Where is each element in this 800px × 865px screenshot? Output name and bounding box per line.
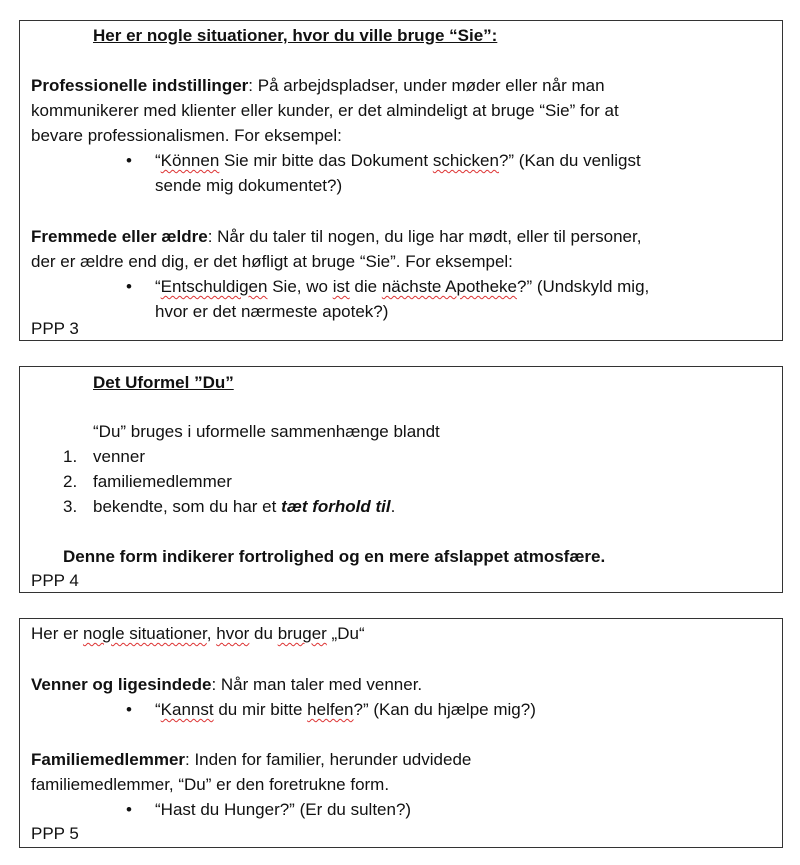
list-item: familiemedlemmer xyxy=(93,472,232,491)
family-line-2: familiemedlemmer, “Du” er den foretrukne form. xyxy=(31,775,390,794)
professional-line-3: bevare professionalismen. For eksempel: xyxy=(31,126,342,145)
family-paragraph: Familiemedlemmer: Inden for familier, herunder udvidede xyxy=(31,750,472,769)
example-4: “Hast du Hunger?” (Er du sulten?) xyxy=(155,800,412,819)
strangers-paragraph: Fremmede eller ældre: Når du taler til nogen, du lige har mødt, eller til personer, xyxy=(31,227,642,246)
box2-conclusion: Denne form indikerer fortrolighed og en mere afslappet atmosfære. xyxy=(63,547,606,566)
box2-intro: “Du” bruges i uformelle sammenhænge blandt xyxy=(93,422,440,441)
example-2: “Entschuldigen Sie, wo ist die nächste Apotheke?” (Undskyld mig, xyxy=(155,277,650,296)
bullet-icon: • xyxy=(126,800,132,819)
box3-title: Her er nogle situationer, hvor du bruger „Du“ xyxy=(31,624,365,643)
list-number: 1. xyxy=(63,447,78,466)
sie-situations-box xyxy=(19,20,783,341)
example-1-line-2: sende mig dokumentet?) xyxy=(155,176,343,195)
box2-footer: PPP 4 xyxy=(31,571,79,590)
box3-footer: PPP 5 xyxy=(31,824,79,843)
example-3: “Kannst du mir bitte helfen?” (Kan du hjælpe mig?) xyxy=(155,700,536,719)
professional-paragraph: Professionelle indstillinger: På arbejdspladser, under møder eller når man xyxy=(31,76,605,95)
list-item: bekendte, som du har et tæt forhold til. xyxy=(93,497,396,516)
du-situations-box xyxy=(19,618,783,848)
example-1: “Können Sie mir bitte das Dokument schicken?” (Kan du venligst xyxy=(155,151,641,170)
list-number: 3. xyxy=(63,497,78,516)
bullet-icon: • xyxy=(126,277,132,296)
box2-title: Det Uformel ”Du” xyxy=(93,373,234,392)
list-number: 2. xyxy=(63,472,78,491)
du-informal-box xyxy=(19,366,783,593)
professional-line-2: kommunikerer med klienter eller kunder, er det almindeligt at bruge “Sie” for at xyxy=(31,101,619,120)
example-2-line-2: hvor er det nærmeste apotek?) xyxy=(155,302,389,321)
bullet-icon: • xyxy=(126,151,132,170)
box1-footer: PPP 3 xyxy=(31,319,79,338)
box1-title: Her er nogle situationer, hvor du ville bruge “Sie”: xyxy=(93,26,498,45)
strangers-line-2: der er ældre end dig, er det høfligt at bruge “Sie”. For eksempel: xyxy=(31,252,513,271)
list-item: venner xyxy=(93,447,145,466)
bullet-icon: • xyxy=(126,700,132,719)
friends-paragraph: Venner og ligesindede: Når man taler med venner. xyxy=(31,675,423,694)
